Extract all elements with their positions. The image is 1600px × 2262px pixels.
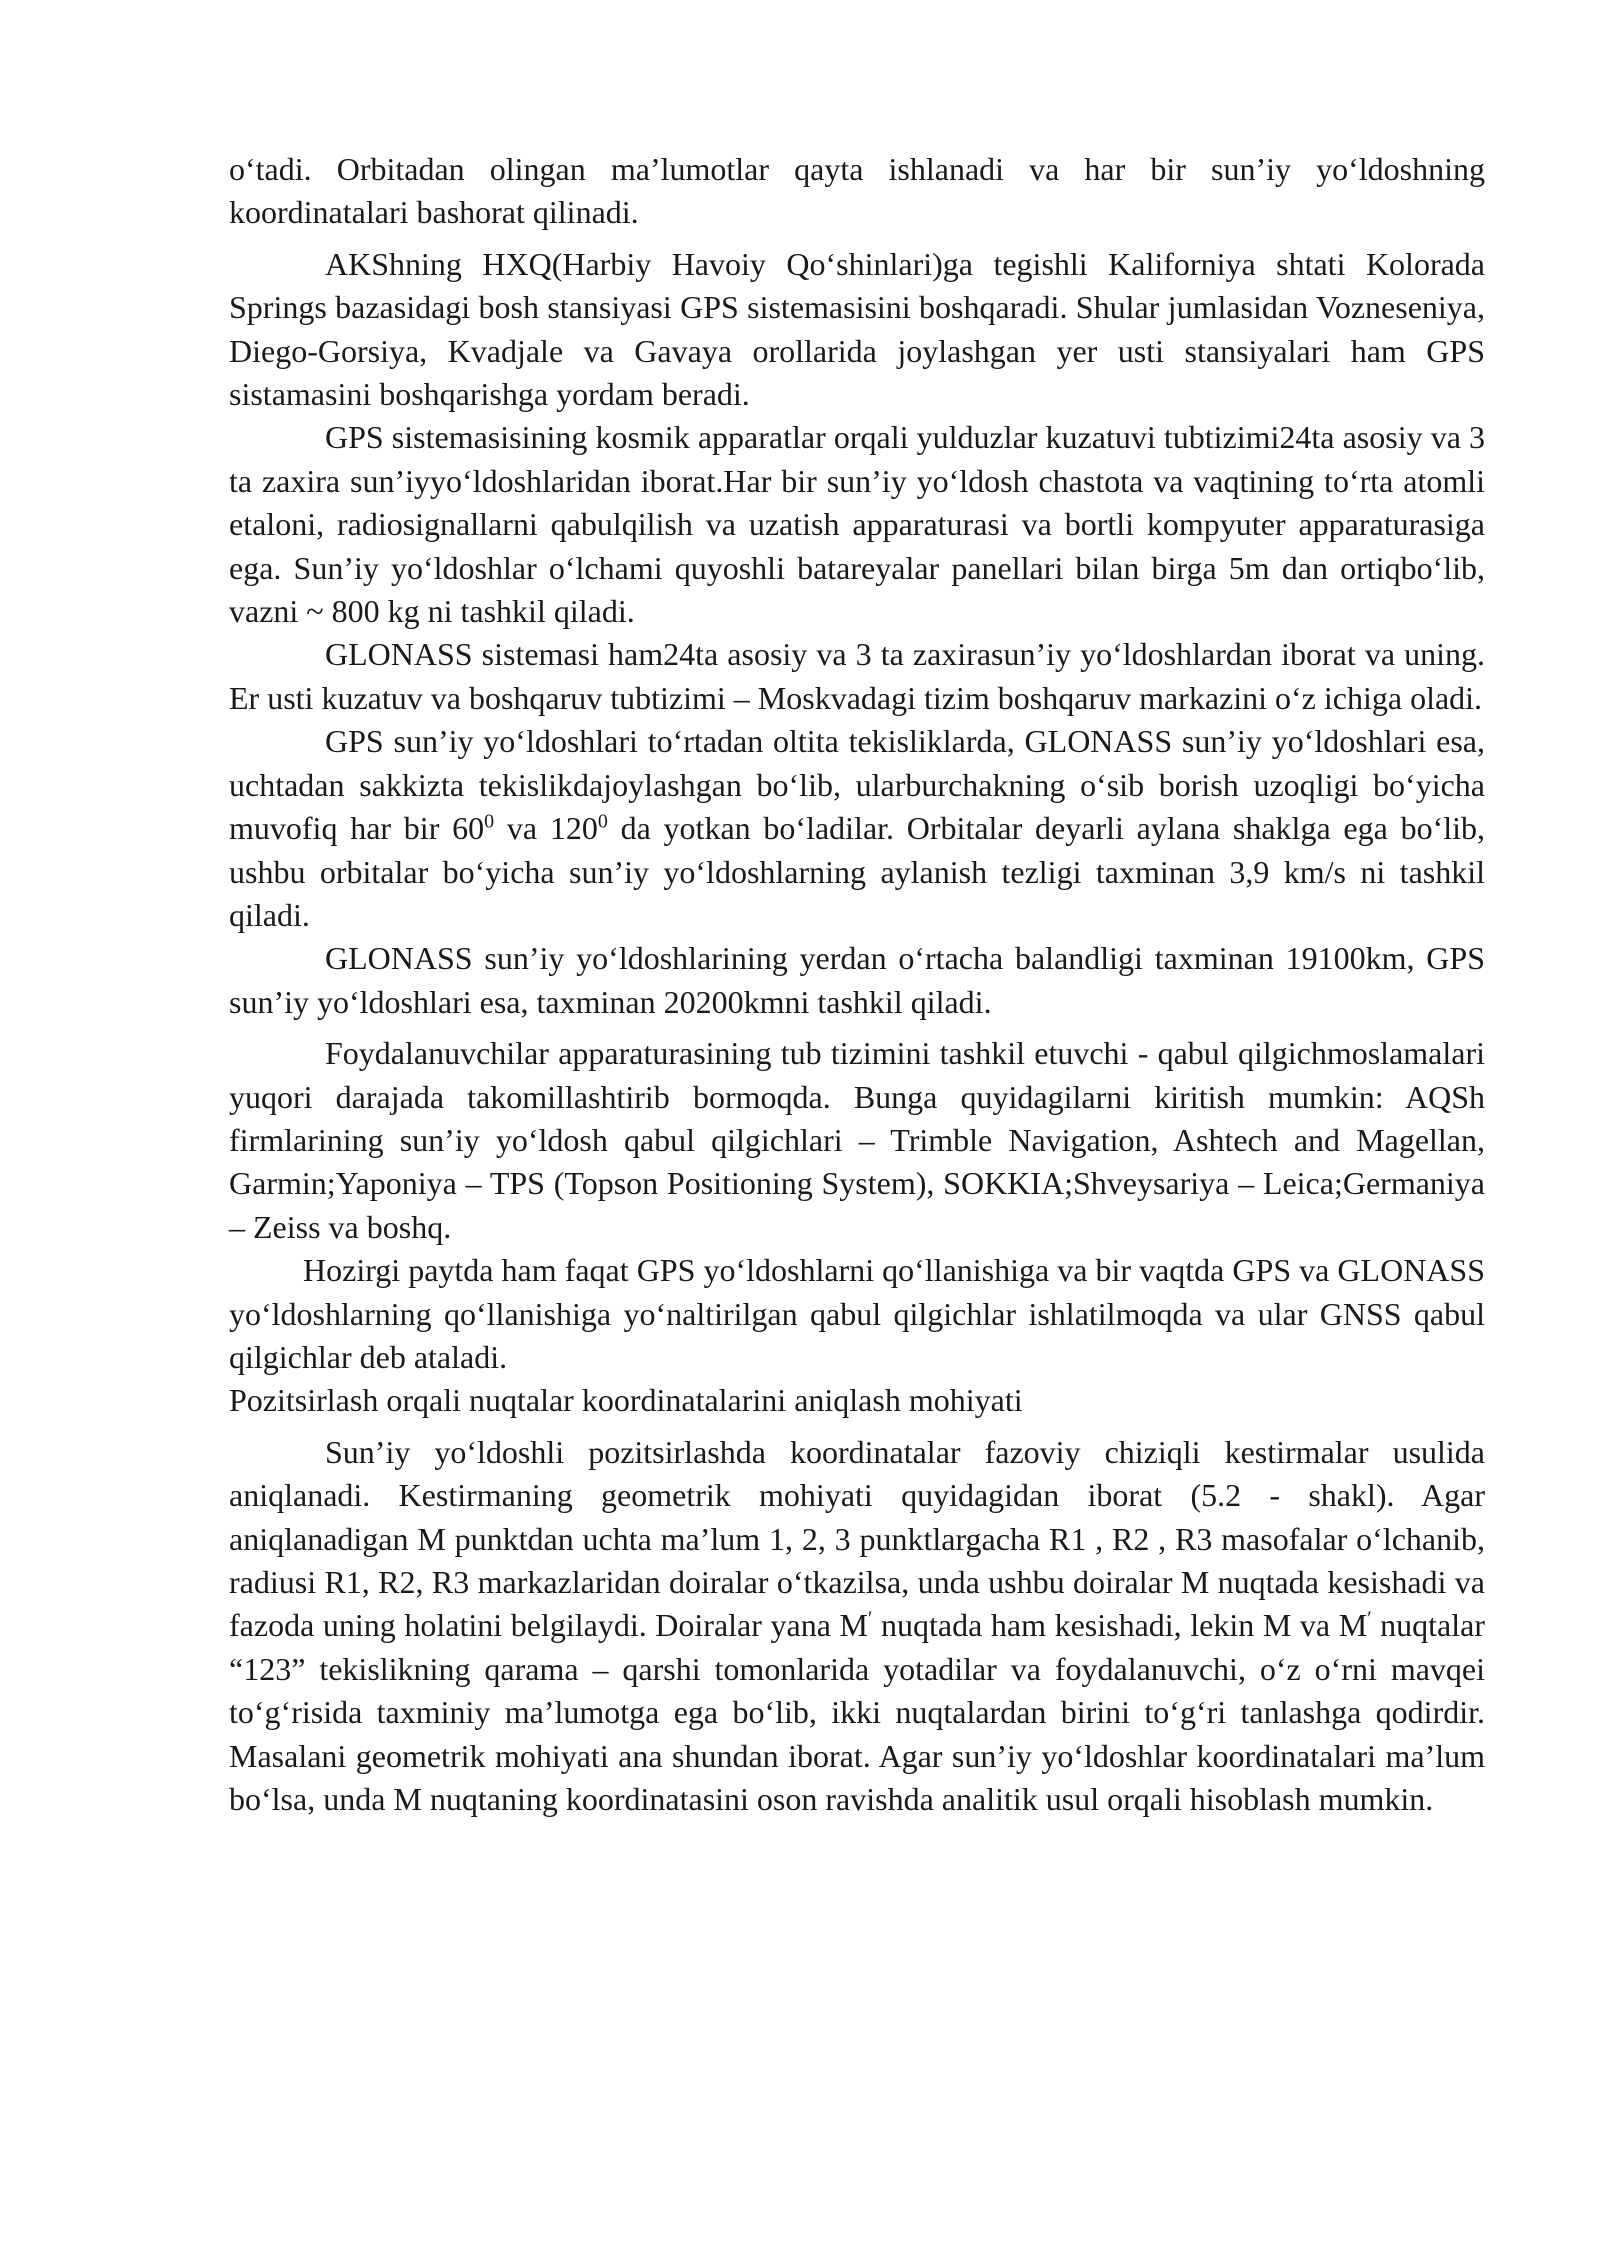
paragraph-9-text-b: nuqtada ham kesishadi, lekin M va M: [872, 1607, 1368, 1644]
paragraph-7: [229, 1032, 1485, 1249]
paragraph-3: [229, 416, 1485, 633]
paragraph-5-text-c: da yotkan bo‘ladilar. Orbitalar deyarli aylana shaklga ega bo‘lib, ushbu orbitalar bo‘yicha sun’iy yo‘ldoshlarning aylanish tezligi taxminan 3,9 km/s ni tashkil qiladi.: [229, 810, 1486, 933]
paragraph-5: [229, 720, 1485, 937]
paragraph-6: [229, 937, 1485, 1024]
paragraph-8-text: Hozirgi paytda ham faqat GPS yo‘ldoshlarni qo‘llanishiga va bir vaqtda GPS va GLONASS yo‘ldoshlarning qo‘llanishiga yo‘naltirilgan qabul qilgichlar ishlatilmoqda va ular GNSS qabul qilgichlar deb ataladi.: [229, 1252, 1485, 1375]
paragraph-1: [229, 148, 1485, 235]
paragraph-3-text: GPS sistemasisining kosmik apparatlar orqali yulduzlar kuzatuvi tubtizimi24ta asosiy va 3 ta zaxira sun’iyyo‘ldoshlaridan iborat.Har bir sun’iy yo‘ldosh chastota va vaqtining to‘rta atomli etaloni, radiosignallarni qabulqilish va uzatish apparaturasi va bortli kompyuter apparaturasiga ega. Sun’iy yo‘ldoshlar o‘lchami quyoshli batareyalar panellari bilan birga 5m dan ortiqbo‘lib, vazni ~ 800 kg ni tashkil qiladi.: [229, 419, 1485, 630]
paragraph-8: [229, 1249, 1485, 1379]
paragraph-5-text-b: va 120: [494, 810, 598, 847]
paragraph-4-text: GLONASS sistemasi ham24ta asosiy va 3 ta zaxirasun’iy yo‘ldoshlardan iborat va uning. Er usti kuzatuv va boshqaruv tubtizimi – Moskvadagi tizim boshqaruv markazini o‘z ichiga oladi.: [229, 636, 1485, 716]
paragraph-4: [229, 633, 1485, 720]
paragraph-1-text: o‘tadi. Orbitadan olingan ma’lumotlar qayta ishlanadi va har bir sun’iy yo‘ldoshning koordinatalari bashorat qilinadi.: [229, 151, 1485, 231]
paragraph-9-text-c: nuqtalar “123” tekislikning qarama – qarshi tomonlarida yotadilar va foydalanuvchi, o‘z o‘rni mavqei to‘g‘risida taxminiy ma’lumotga ega bo‘lib, ikki nuqtalardan birini to‘g‘ri tanlashga qodirdir. Masalani geometrik mohiyati ana shundan iborat. Agar sun’iy yo‘ldoshlar koordinatalari ma’lum bo‘lsa, unda M nuqtaning koordinatasini oson ravishda analitik usul orqali hisoblash mumkin.: [229, 1607, 1486, 1818]
paragraph-7-text: Foydalanuvchilar apparaturasining tub tizimini tashkil etuvchi - qabul qilgichmoslamalari yuqori darajada takomillashtirib bormoqda. Bunga quyidagilarni kiritish mumkin: AQSh firmlarining sun’iy yo‘ldosh qabul qilgichlari – Trimble Navigation, Ashtech and Magellan, Garmin;Yaponiya – TPS (Topson Positioning System), SOKKIA;Shveysariya – Leica;Germaniya – Zeiss va boshq.: [229, 1035, 1485, 1245]
document-body: [229, 148, 1485, 1821]
paragraph-9: [229, 1431, 1485, 1822]
degree-superscript: 0: [597, 810, 608, 833]
section-heading: Pozitsirlash orqali nuqtalar koordinatalarini aniqlash mohiyati: [229, 1382, 1023, 1419]
prime-superscript: ′: [868, 1607, 873, 1630]
paragraph-5-text-a: GPS sun’iy yo‘ldoshlari to‘rtadan oltita tekisliklarda, GLONASS sun’iy yo‘ldoshlari esa, uchtadan sakkizta tekislikdajoylashgan bo‘lib, ularburchakning o‘sib borish uzoqligi bo‘yicha muvofiq har bir 60: [229, 723, 1485, 847]
degree-superscript: 0: [484, 810, 495, 833]
paragraph-2-text: AKShning HXQ(Harbiy Havoiy Qo‘shinlari)ga tegishli Kaliforniya shtati Kolorada Springs bazasidagi bosh stansiyasi GPS sistemasisini boshqaradi. Shular jumlasidan Vozneseniya, Diego-Gorsiya, Kvadjale va Gavaya orollarida joylashgan yer usti stansiyalari ham GPS sistamasini boshqarishga yordam beradi.: [229, 245, 1485, 413]
paragraph-9-text-a: Sun’iy yo‘ldoshli pozitsirlashda koordinatalar fazoviy chiziqli kestirmalar usulida aniqlanadi. Kestirmaning geometrik mohiyati quyidagidan iborat (5.2 - shakl). Agar aniqlanadigan M punktdan uchta ma’lum 1, 2, 3 punktlargacha R1 , R2 , R3 masofalar o‘lchanib, radiusi R1, R2, R3 markazlaridan doiralar o‘tkazilsa, unda ushbu doiralar M nuqtada kesishadi va fazoda uning holatini belgilaydi. Doiralar yana M: [229, 1433, 1485, 1644]
prime-superscript: ′: [1367, 1607, 1372, 1630]
paragraph-2: [229, 243, 1485, 417]
paragraph-6-text: GLONASS sun’iy yo‘ldoshlarining yerdan o‘rtacha balandligi taxminan 19100km, GPS sun’iy yo‘ldoshlari esa, taxminan 20200kmni tashkil qiladi.: [229, 940, 1485, 1020]
